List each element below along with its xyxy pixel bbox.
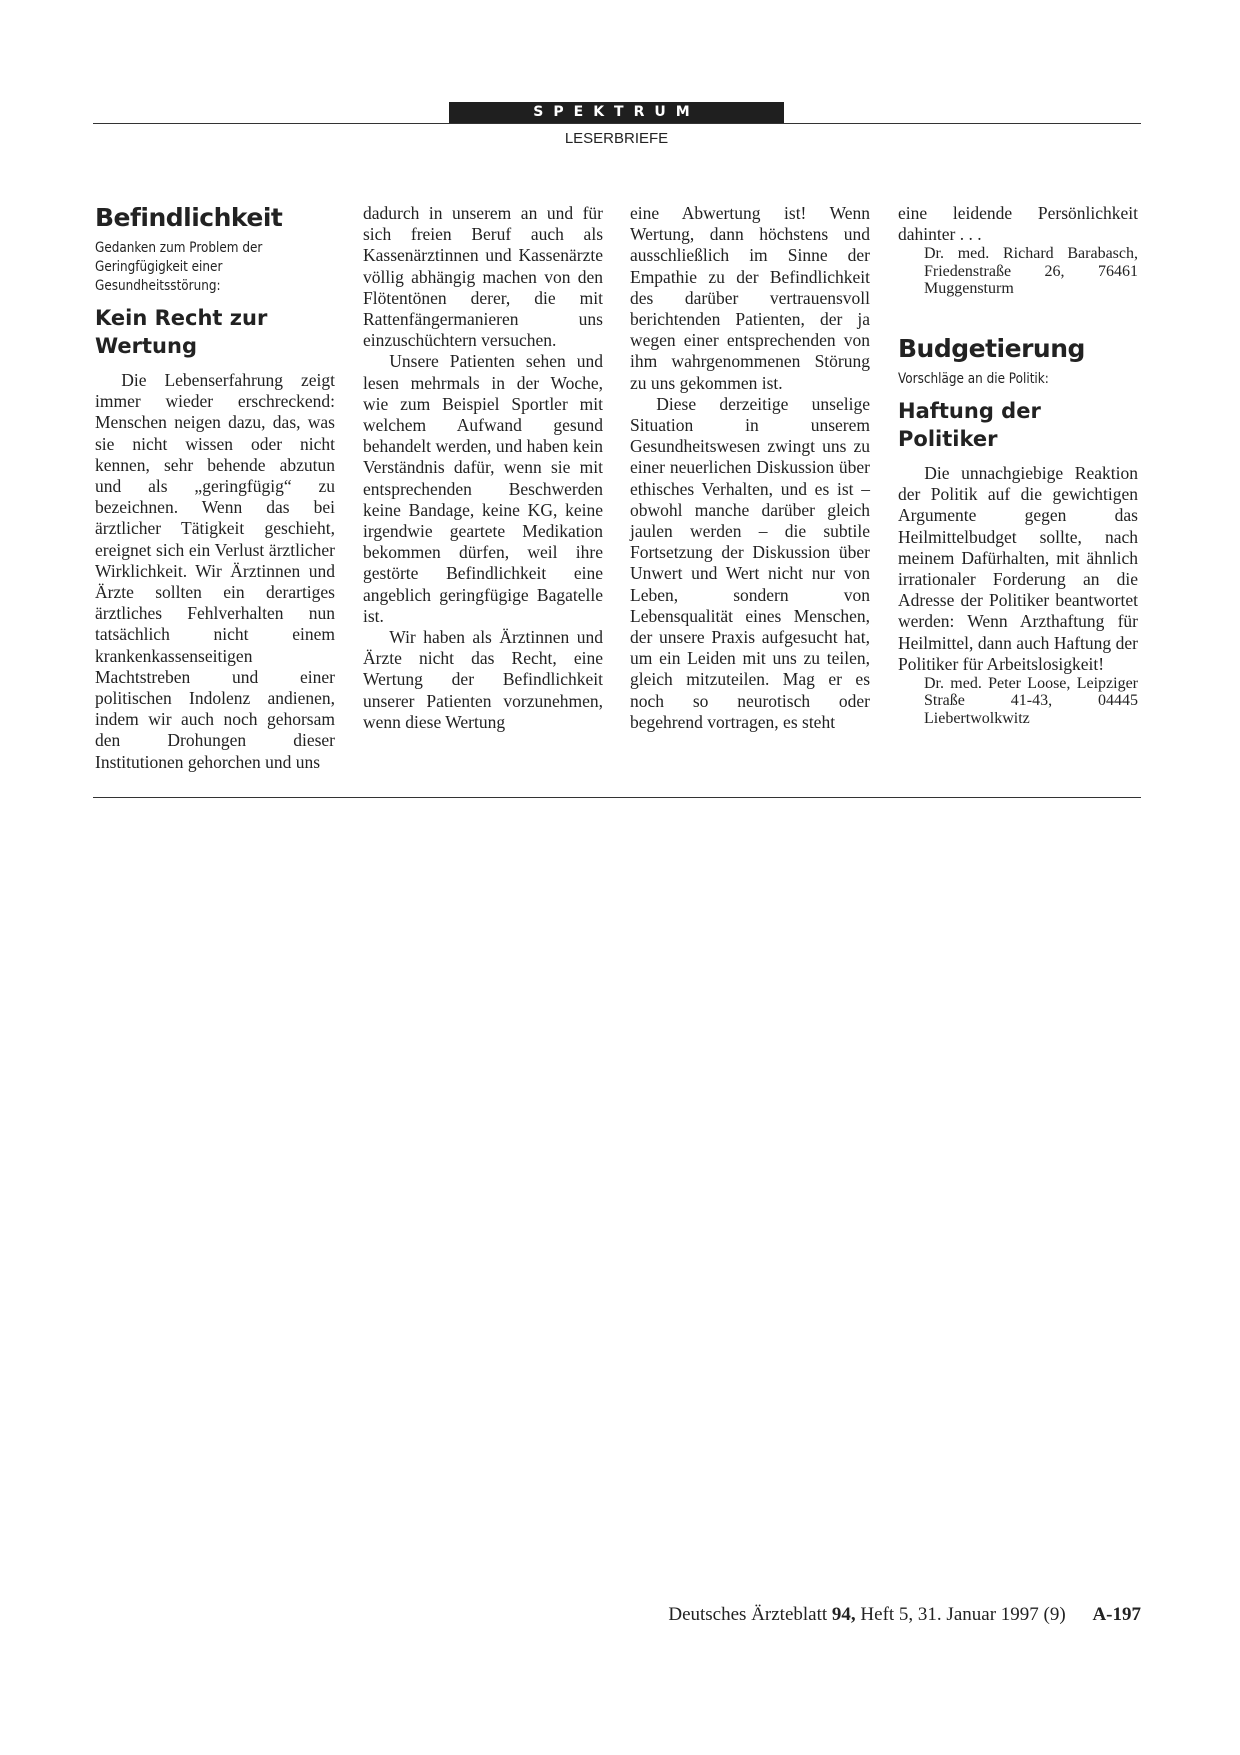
letter1-signature: Dr. med. Richard Barabasch, Friedenstraße 26, 76461 Muggensturm (924, 245, 1138, 298)
column-4 (898, 203, 1138, 727)
letter1-paragraph-4b: eine leidende Persönlichkeit dahinter . . . (898, 203, 1138, 245)
letter2-signature: Dr. med. Peter Loose, Leipziger Straße 41-43, 04445 Liebertwolkwitz (924, 674, 1138, 727)
letter2-paragraph-1: Die unnachgiebige Reaktion der Politik auf die gewichtigen Argumente gegen das Heilmittelbudget sollte, nach meinem Dafürhalten, mit ähnlich irrationaler Forderung an die Adresse der Politiker beantwortet werden: Wenn Arzthaftung für Heilmittel, dann auch Haftung der Politiker für Arbeitslosigkeit! (898, 462, 1138, 674)
issue-info: Heft 5, 31. Januar 1997 (9) (860, 1604, 1066, 1625)
section-bar: SPEKTRUM (449, 102, 784, 123)
letter1-title: Befindlichkeit (95, 203, 283, 232)
letter2-headline: Haftung der Politiker (898, 398, 1041, 451)
letter2-subtitle: Vorschläge an die Politik: (898, 370, 1049, 387)
subsection-label: LESERBRIEFE (564, 130, 669, 147)
column-1 (95, 203, 335, 773)
page-footer (668, 1604, 1141, 1626)
letter1-subtitle: Gedanken zum Problem der Geringfügigkeit einer Gesundheitsstörung: (95, 240, 263, 294)
letter1-paragraph-3a: Wir haben als Ärztinnen und Ärzte nicht das Recht, eine Wertung der Befindlichkeit unserer Patienten vorzunehmen, wenn diese Wertung (363, 627, 603, 732)
letter1-paragraph-4a: Diese derzeitige unselige Situation in unserem Gesundheitswesen zwingt uns zu einer neuerlichen Diskussion über ethisches Verhalten, und es ist – obwohl manche darüber gleich jaulen werden – die subtile Fortsetzung der Diskussion über Unwert und Wert nicht nur von Leben, sondern von Lebensqualität eines Menschen, der unsere Praxis aufgesucht hat, um ein Leiden mit uns zu teilen, gleich mitzuteilen. Mag er es noch so neurotisch oder begehrend vortragen, es steht (630, 393, 870, 732)
header-rule (93, 123, 1141, 124)
column-3 (630, 203, 870, 733)
letter2-title: Budgetierung (898, 333, 1085, 363)
footer-rule (93, 797, 1141, 798)
letter1-paragraph-1a: Die Lebenserfahrung zeigt immer wieder erschreckend: Menschen neigen dazu, das, was sie nicht wissen oder nicht kennen, sehr behende abzutun und als „geringfügig“ zu bezeichnen. Wenn das bei ärztlicher Tätigkeit geschieht, ereignet sich ein Verlust ärztlicher Wirklichkeit. Wir Ärztinnen und Ärzte sollten ein derartiges ärztliches Fehlverhalten nun tatsächlich nicht einem krankenkassenseitigen Machtstreben und einer politischen Indolenz andienen, indem wir auch noch gehorsam den Drohungen dieser Institutionen gehorchen und uns (95, 370, 335, 772)
journal-name: Deutsches Ärzteblatt (668, 1604, 828, 1625)
letter1-headline: Kein Recht zur Wertung (95, 306, 268, 358)
volume-number: 94, (831, 1604, 856, 1625)
letter1-paragraph-2: Unsere Patienten sehen und lesen mehrmals in der Woche, wie zum Beispiel Sportler mit welchem Aufwand gesund behandelt werden, und haben kein Verständnis dafür, wenn sie mit entsprechenden Beschwerden keine Bandage, keine KG, keine irgendwie geartete Medikation bekommen dürfen, weil ihre gestörte Befindlichkeit eine angeblich geringfügige Bagatelle ist. (363, 351, 603, 626)
letter1-paragraph-3b: eine Abwertung ist! Wenn Wertung, dann höchstens und ausschließlich im Sinne der Empathie zu der Befindlichkeit des darüber vertrauensvoll berichtenden Patienten, der ja wegen einer entsprechenden von ihm wahrgenommenen Störung zu uns gekommen ist. (630, 203, 870, 393)
column-2 (363, 203, 603, 733)
letter1-paragraph-1b: dadurch in unserem an und für sich freien Beruf auch als Kassenärztinnen und Kassenärzte völlig abhängig machen von den Flötentönen derer, die mit Rattenfängermanieren uns einzuschüchtern versuchen. (363, 203, 603, 351)
page-number: A-197 (1092, 1604, 1141, 1625)
